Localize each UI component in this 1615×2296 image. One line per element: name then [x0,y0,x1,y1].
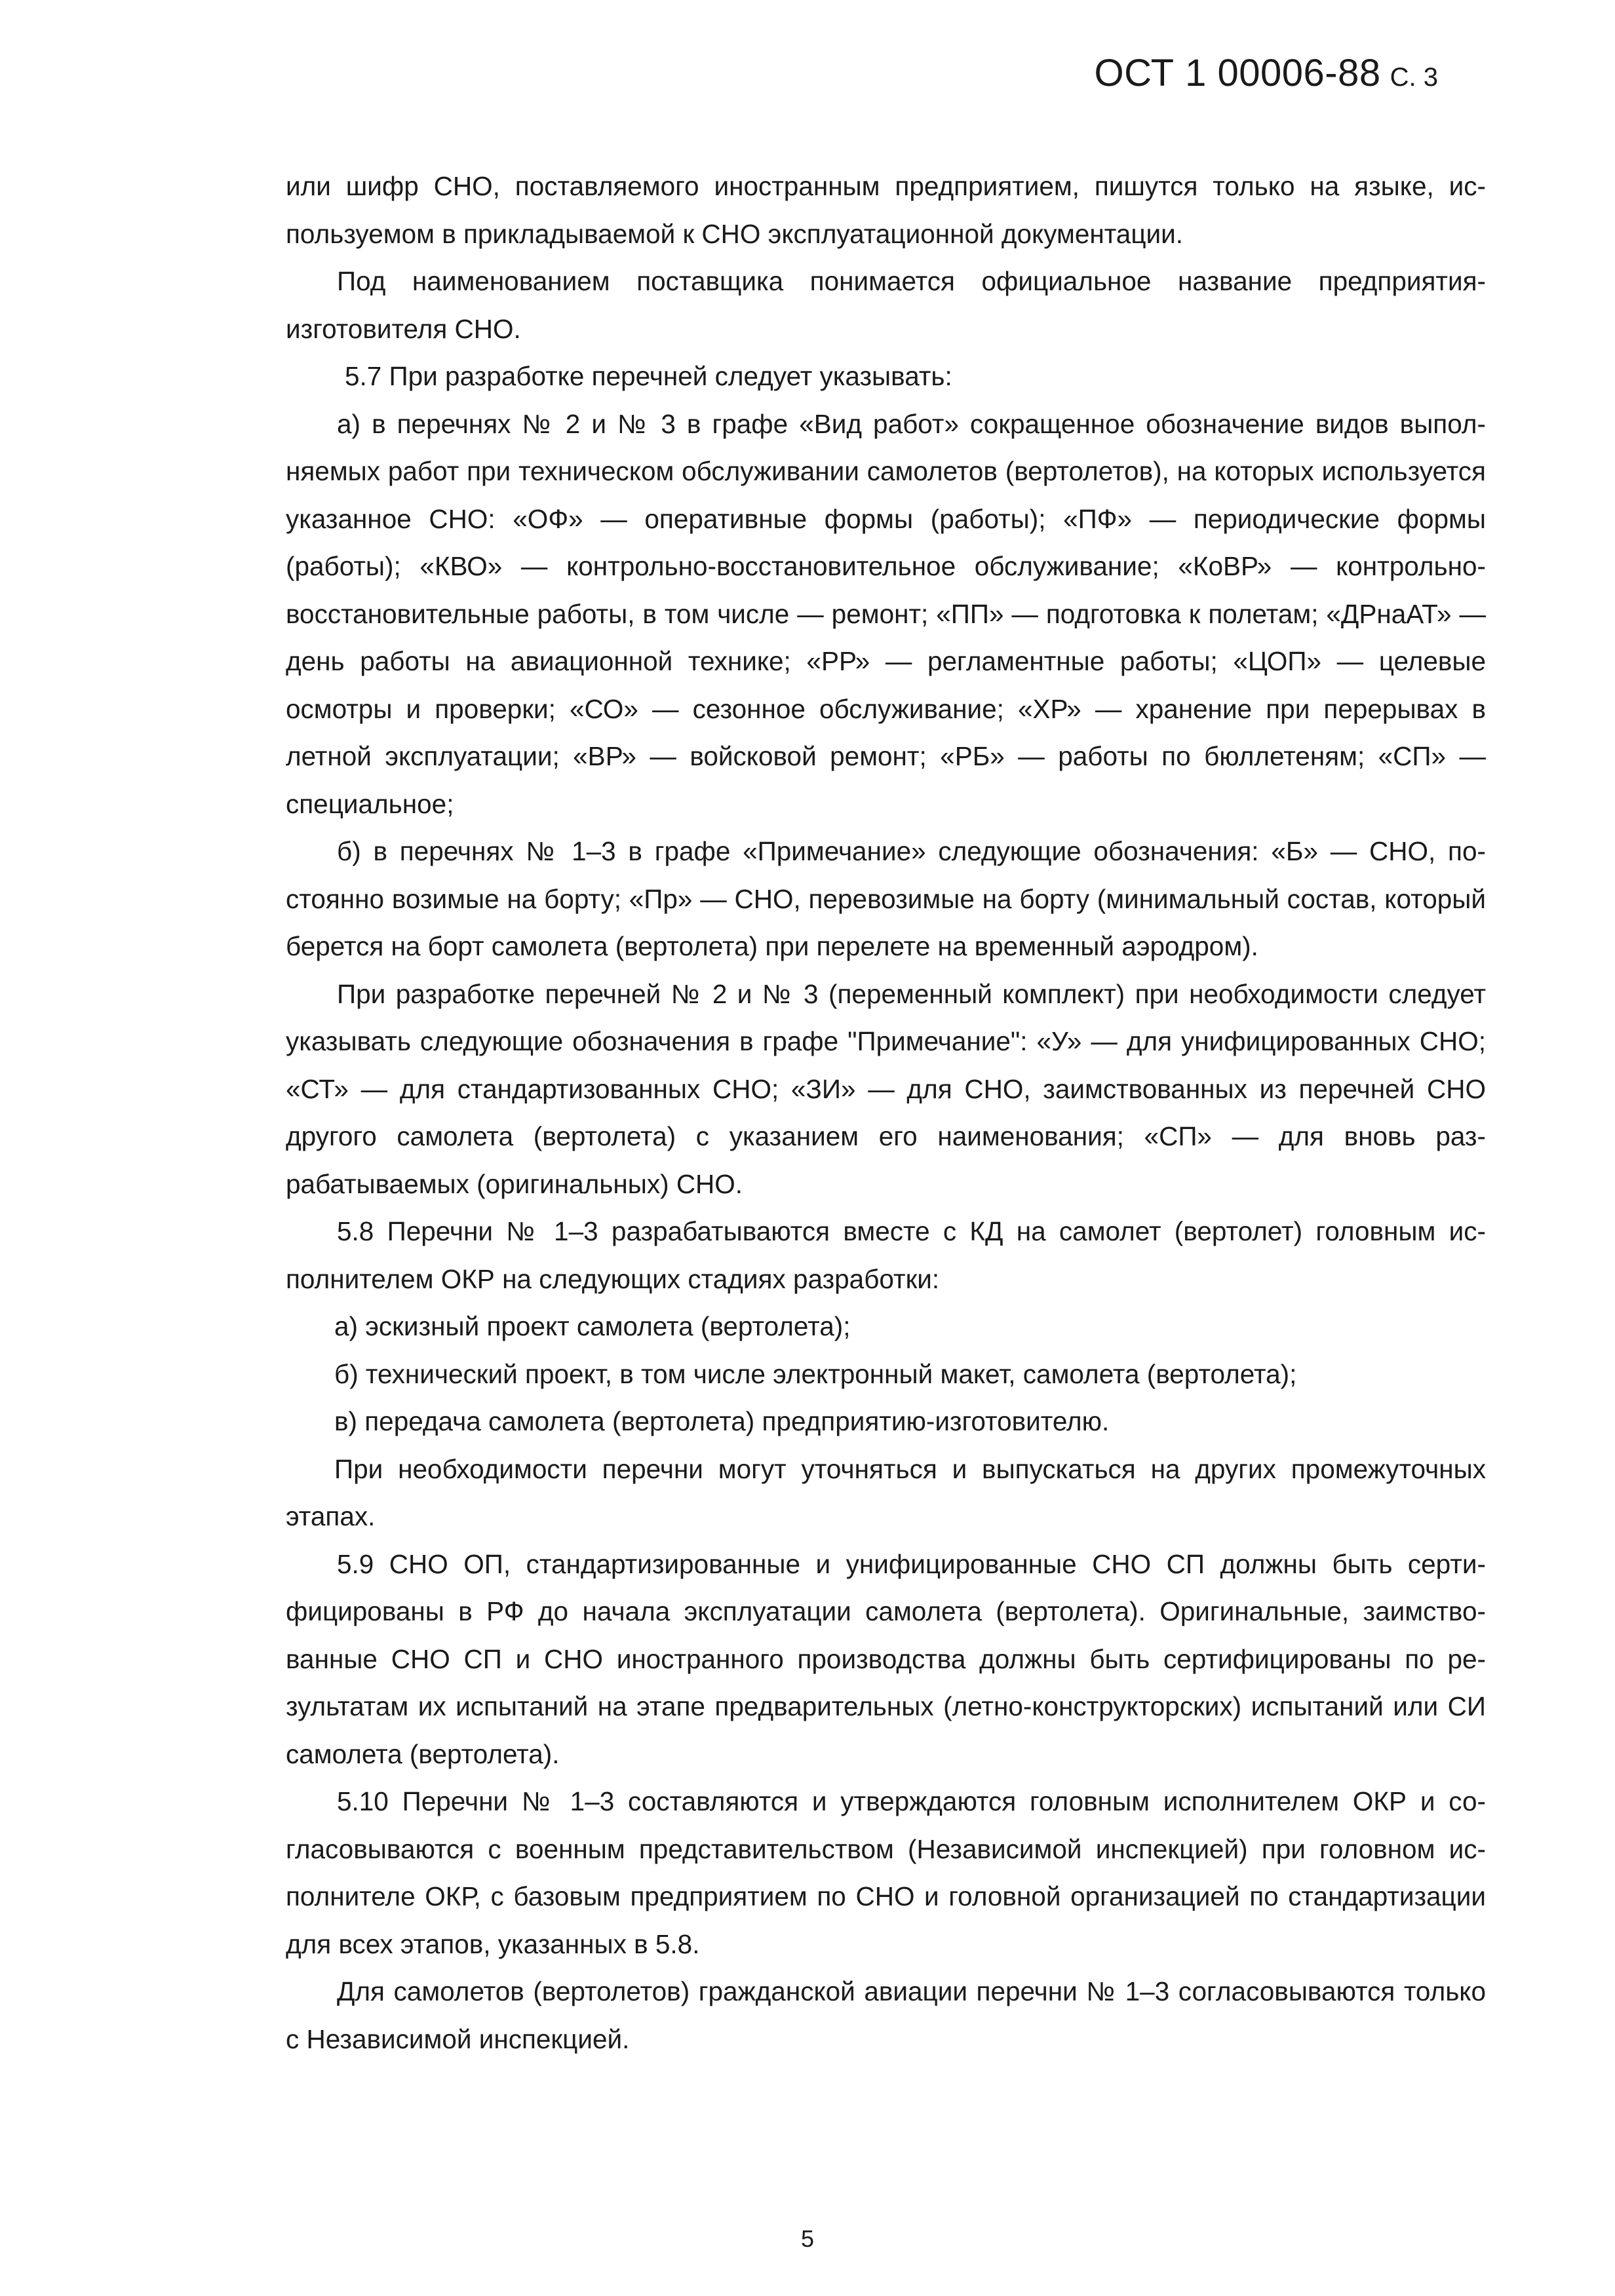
paragraph-5-7-a: а) в перечнях № 2 и № 3 в графе «Вид работ» сокращенное обозначение видов выполняемых работ при техническом обслуживании самолетов (вертолетов), на которых используется указанное СНО: «ОФ» — оперативные формы (работы); «ПФ» — периодические формы (работы); «КВО» — контрольно-восстановительное обслуживание; «КоВР» — контрольно-восстановительные работы, в том числе — ремонт; «ПП» — подготовка к полетам; «ДРнаАТ» — день работы на авиационной технике; «РР» — регламентные работы; «ЦОП» — целевые осмотры и проверки; «СО» — сезонное обслуживание; «ХР» — хранение при перерывах в летной эксплуатации; «ВР» — войсковой ремонт; «РБ» — работы по бюллетеням; «СП» — специальное; [286,408,1486,819]
paragraph-5-8-a: а) эскизный проект самолета (вертолета); [334,1311,851,1341]
paragraph-5-8-b: б) технический проект, в том числе электронный макет, самолета (вертолета); [334,1358,1297,1389]
paragraph-5-8: 5.8 Перечни № 1–3 разрабатываются вместе с КД на самолет (вертолет) головным исполнителем ОКР на следующих стадиях разработки: [286,1216,1486,1294]
paragraph-refinement: При необходимости перечни могут уточняться и выпускаться на других промежуточных этапах. [286,1453,1486,1531]
document-body [286,163,1486,2063]
page-number: 5 [800,2225,815,2252]
paragraph-civil-aviation: Для самолетов (вертолетов) гражданской авиации перечни № 1–3 согласовываются только с Независимой инспекцией. [286,1976,1486,2054]
paragraph-supplier-name: Под наименованием поставщика понимается официальное название предприятия-изготовителя СНО. [286,266,1486,344]
paragraph-designations: При разработке перечней № 2 и № 3 (переменный комплект) при необходимости следует указывать следующие обозначения в графе "Примечание": «У» — для унифицированных СНО; «СТ» — для стандартизованных СНО; «ЗИ» — для СНО, заимствованных из перечней СНО другого самолета (вертолета) с указанием его наименования; «СП» — для вновь разрабатываемых (оригинальных) СНО. [286,978,1486,1199]
paragraph-5-7: 5.7 При разработке перечней следует указывать: [345,361,952,391]
sheet-number: С. 3 [1390,63,1438,92]
paragraph-5-9: 5.9 СНО ОП, стандартизированные и унифицированные СНО СП должны быть сертифицированы в РФ до начала эксплуатации самолета (вертолета). Оригинальные, заимствованные СНО СП и СНО иностранного производства должны быть сертифицированы по результатам их испытаний на этапе предварительных (летно-конструкторских) испытаний или СИ самолета (вертолета). [286,1548,1486,1769]
paragraph-5-7-b: б) в перечнях № 1–3 в графе «Примечание» следующие обозначения: «Б» — СНО, постоянно возимые на борту; «Пр» — СНО, перевозимые на борту (минимальный состав, который берется на борт самолета (вертолета) при перелете на временный аэродром). [286,836,1486,961]
standard-code: ОСТ 1 00006-88 [1094,52,1381,94]
document-header [1095,51,1438,95]
paragraph-continuation: или шифр СНО, поставляемого иностранным предприятием, пишутся только на языке, используемом в прикладываемой к СНО эксплуатационной документации. [286,171,1486,249]
paragraph-5-10: 5.10 Перечни № 1–3 составляются и утверждаются головным исполнителем ОКР и согласовываются с военным представительством (Независимой инспекцией) при головном исполнителе ОКР, с базовым предприятием по СНО и головной организацией по стандартизации для всех этапов, указанных в 5.8. [286,1786,1486,1959]
paragraph-5-8-c: в) передача самолета (вертолета) предприятию-изготовителю. [334,1406,1110,1436]
